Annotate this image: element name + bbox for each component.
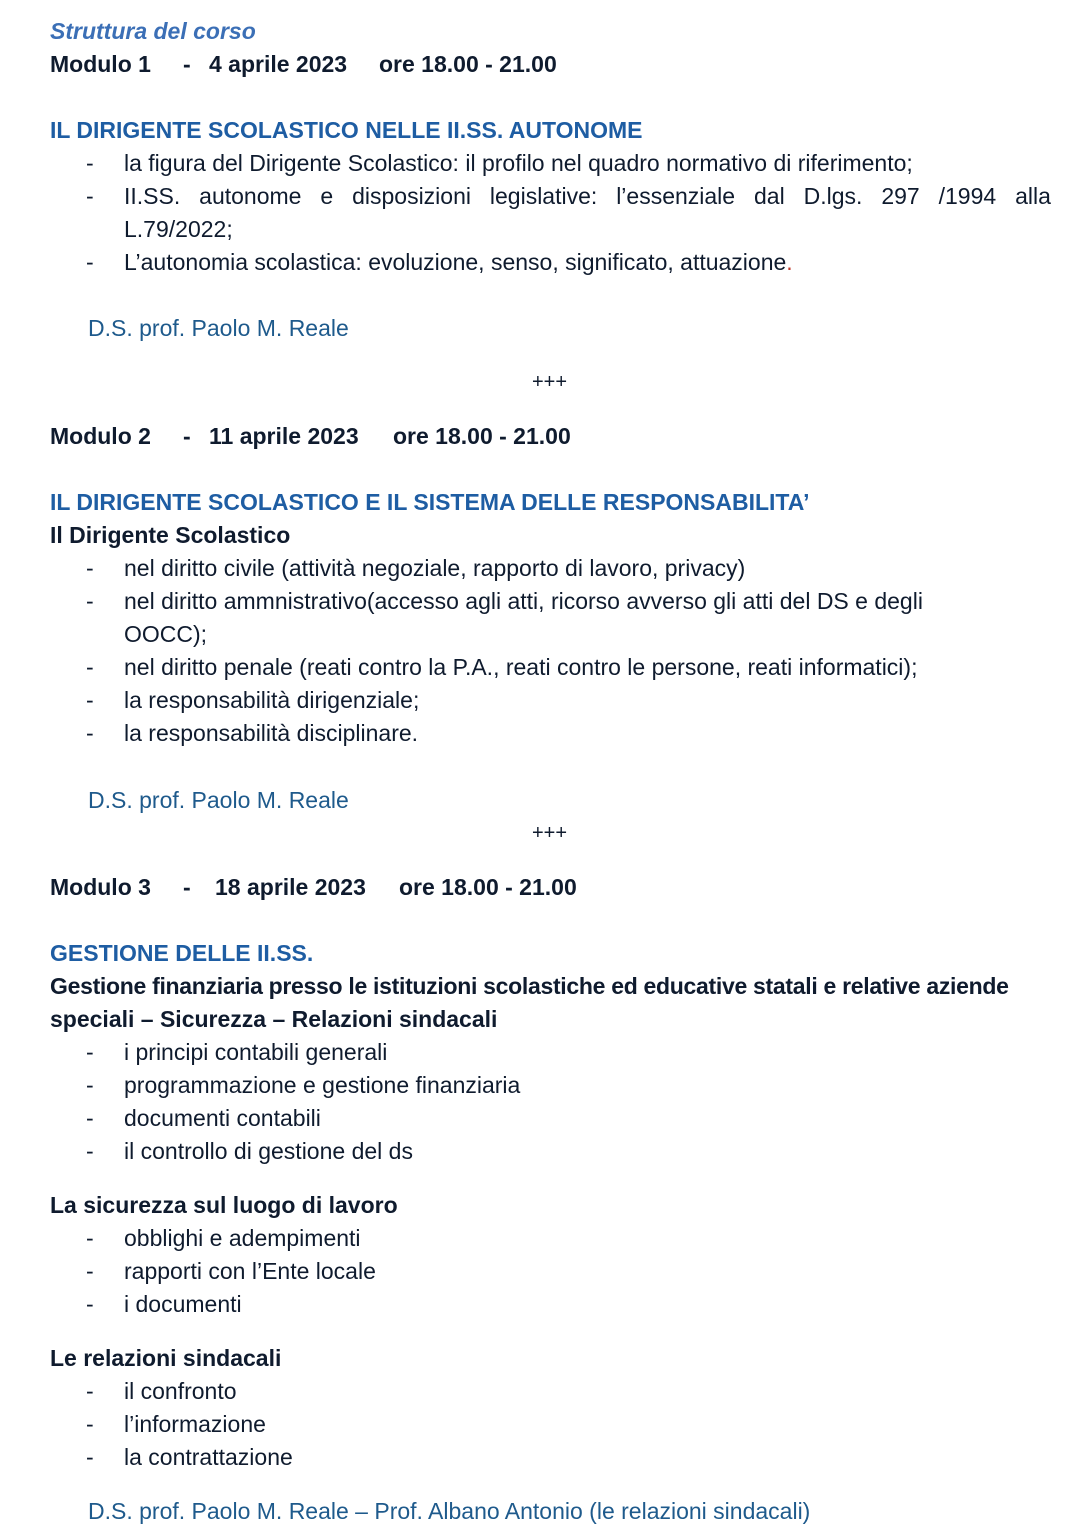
module-3-section-title: GESTIONE DELLE II.SS. <box>50 940 314 966</box>
word: alla <box>1015 183 1051 209</box>
bullet: - <box>86 588 94 614</box>
list-item <box>86 552 745 585</box>
module-3-teacher: D.S. prof. Paolo M. Reale – Prof. Albano Antonio (le relazioni sindacali) <box>88 1498 811 1524</box>
module-3-subtitle-line2: speciali – Sicurezza – Relazioni sindacali <box>50 1006 498 1032</box>
list-item-text: nel diritto civile (attività negoziale, rapporto di lavoro, privacy) <box>124 555 746 581</box>
list-item-text: rapporti con l’Ente locale <box>124 1258 376 1284</box>
list-item-text: il controllo di gestione del ds <box>124 1138 413 1164</box>
module-label: Modulo 3 <box>50 874 151 900</box>
list-item <box>86 1102 321 1135</box>
bullet: - <box>86 1039 94 1065</box>
list-item <box>86 1255 376 1288</box>
list-item-text: programmazione e gestione finanziaria <box>124 1072 521 1098</box>
bullet: - <box>86 1105 94 1131</box>
list-item <box>86 1375 237 1408</box>
list-item-continuation: OOCC); <box>124 621 208 647</box>
module-date: 18 aprile 2023 <box>215 874 366 900</box>
module-time: ore 18.00 - 21.00 <box>399 874 577 900</box>
word: 297 <box>881 183 920 209</box>
list-item <box>86 1135 413 1168</box>
bullet: - <box>86 249 94 275</box>
bullet: - <box>86 687 94 713</box>
module-3-header <box>50 871 577 904</box>
module-separator: - <box>183 51 191 77</box>
list-item-text: l’informazione <box>124 1411 266 1437</box>
bullet: - <box>86 555 94 581</box>
word: l’essenziale <box>616 183 736 209</box>
list-item-text: nel diritto penale (reati contro la P.A., reati contro le persone, reati informatici); <box>124 654 918 680</box>
list-item-text: nel diritto ammnistrativo(accesso agli atti, ricorso avverso gli atti del DS e degli <box>124 588 923 614</box>
word: autonome <box>199 183 302 209</box>
section-separator: +++ <box>532 371 568 393</box>
bullet: - <box>86 183 94 209</box>
list-item <box>86 717 418 750</box>
module-time: ore 18.00 - 21.00 <box>379 51 557 77</box>
list-item-text: L’autonomia scolastica: evoluzione, senso, significato, attuazione <box>124 249 787 275</box>
list-item-text: la responsabilità dirigenziale; <box>124 687 420 713</box>
list-item-text: la figura del Dirigente Scolastico: il profilo nel quadro normativo di riferimento; <box>124 150 913 176</box>
list-item-text: la contrattazione <box>124 1444 293 1470</box>
bullet: - <box>86 1072 94 1098</box>
word: e <box>320 183 334 209</box>
list-item-text: la responsabilità disciplinare. <box>124 720 419 746</box>
module-date: 11 aprile 2023 <box>209 423 359 449</box>
module-date: 4 aprile 2023 <box>209 51 348 77</box>
bullet: - <box>86 1225 94 1251</box>
list-item <box>86 1408 266 1441</box>
list-item <box>86 1069 520 1102</box>
list-item <box>86 651 917 684</box>
list-item <box>86 585 923 618</box>
bullet: - <box>86 1378 94 1404</box>
module-label: Modulo 2 <box>50 423 151 449</box>
word: II.SS. <box>124 183 181 209</box>
bullet: - <box>86 1258 94 1284</box>
bullet: - <box>86 1138 94 1164</box>
word: legislative: <box>489 183 598 209</box>
bullet: - <box>86 720 94 746</box>
word: dal <box>754 183 785 209</box>
module-1-header <box>50 48 557 81</box>
word: /1994 <box>938 183 997 209</box>
module-2-teacher: D.S. prof. Paolo M. Reale <box>88 787 349 813</box>
sicurezza-title: La sicurezza sul luogo di lavoro <box>50 1192 398 1218</box>
word: D.lgs. <box>803 183 863 209</box>
course-structure-title: Struttura del corso <box>50 18 256 44</box>
bullet: - <box>86 1291 94 1317</box>
module-2-section-title: IL DIRIGENTE SCOLASTICO E IL SISTEMA DELLE RESPONSABILITA’ <box>50 489 810 515</box>
word: disposizioni <box>352 183 471 209</box>
list-item <box>86 1288 242 1321</box>
list-item-text-justified <box>124 180 1051 213</box>
list-item-continuation: L.79/2022; <box>124 216 233 242</box>
section-separator: +++ <box>532 822 568 844</box>
module-separator: - <box>183 874 191 900</box>
module-label: Modulo 1 <box>50 51 151 77</box>
list-item-text: i documenti <box>124 1291 242 1317</box>
bullet: - <box>86 654 94 680</box>
list-item-text: obblighi e adempimenti <box>124 1225 361 1251</box>
bullet: - <box>86 1444 94 1470</box>
module-1-teacher: D.S. prof. Paolo M. Reale <box>88 315 349 341</box>
list-item <box>86 147 913 180</box>
list-item <box>86 684 419 717</box>
module-separator: - <box>183 423 191 449</box>
module-2-subtitle: Il Dirigente Scolastico <box>50 522 291 548</box>
list-item <box>86 1036 387 1069</box>
list-item <box>86 180 124 213</box>
list-item <box>86 246 793 279</box>
list-item-text: documenti contabili <box>124 1105 321 1131</box>
module-1-section-title: IL DIRIGENTE SCOLASTICO NELLE II.SS. AUTONOME <box>50 117 643 143</box>
module-time: ore 18.00 - 21.00 <box>393 423 571 449</box>
relazioni-title: Le relazioni sindacali <box>50 1345 282 1371</box>
list-item <box>86 1441 293 1474</box>
list-item-text: i principi contabili generali <box>124 1039 388 1065</box>
module-2-header <box>50 420 571 453</box>
list-item-text: il confronto <box>124 1378 237 1404</box>
bullet: - <box>86 150 94 176</box>
bullet: - <box>86 1411 94 1437</box>
module-3-subtitle-line1: Gestione finanziaria presso le istituzioni scolastiche ed educative statali e relative aziende <box>50 973 1009 999</box>
list-item <box>86 1222 361 1255</box>
red-period: . <box>786 249 793 275</box>
